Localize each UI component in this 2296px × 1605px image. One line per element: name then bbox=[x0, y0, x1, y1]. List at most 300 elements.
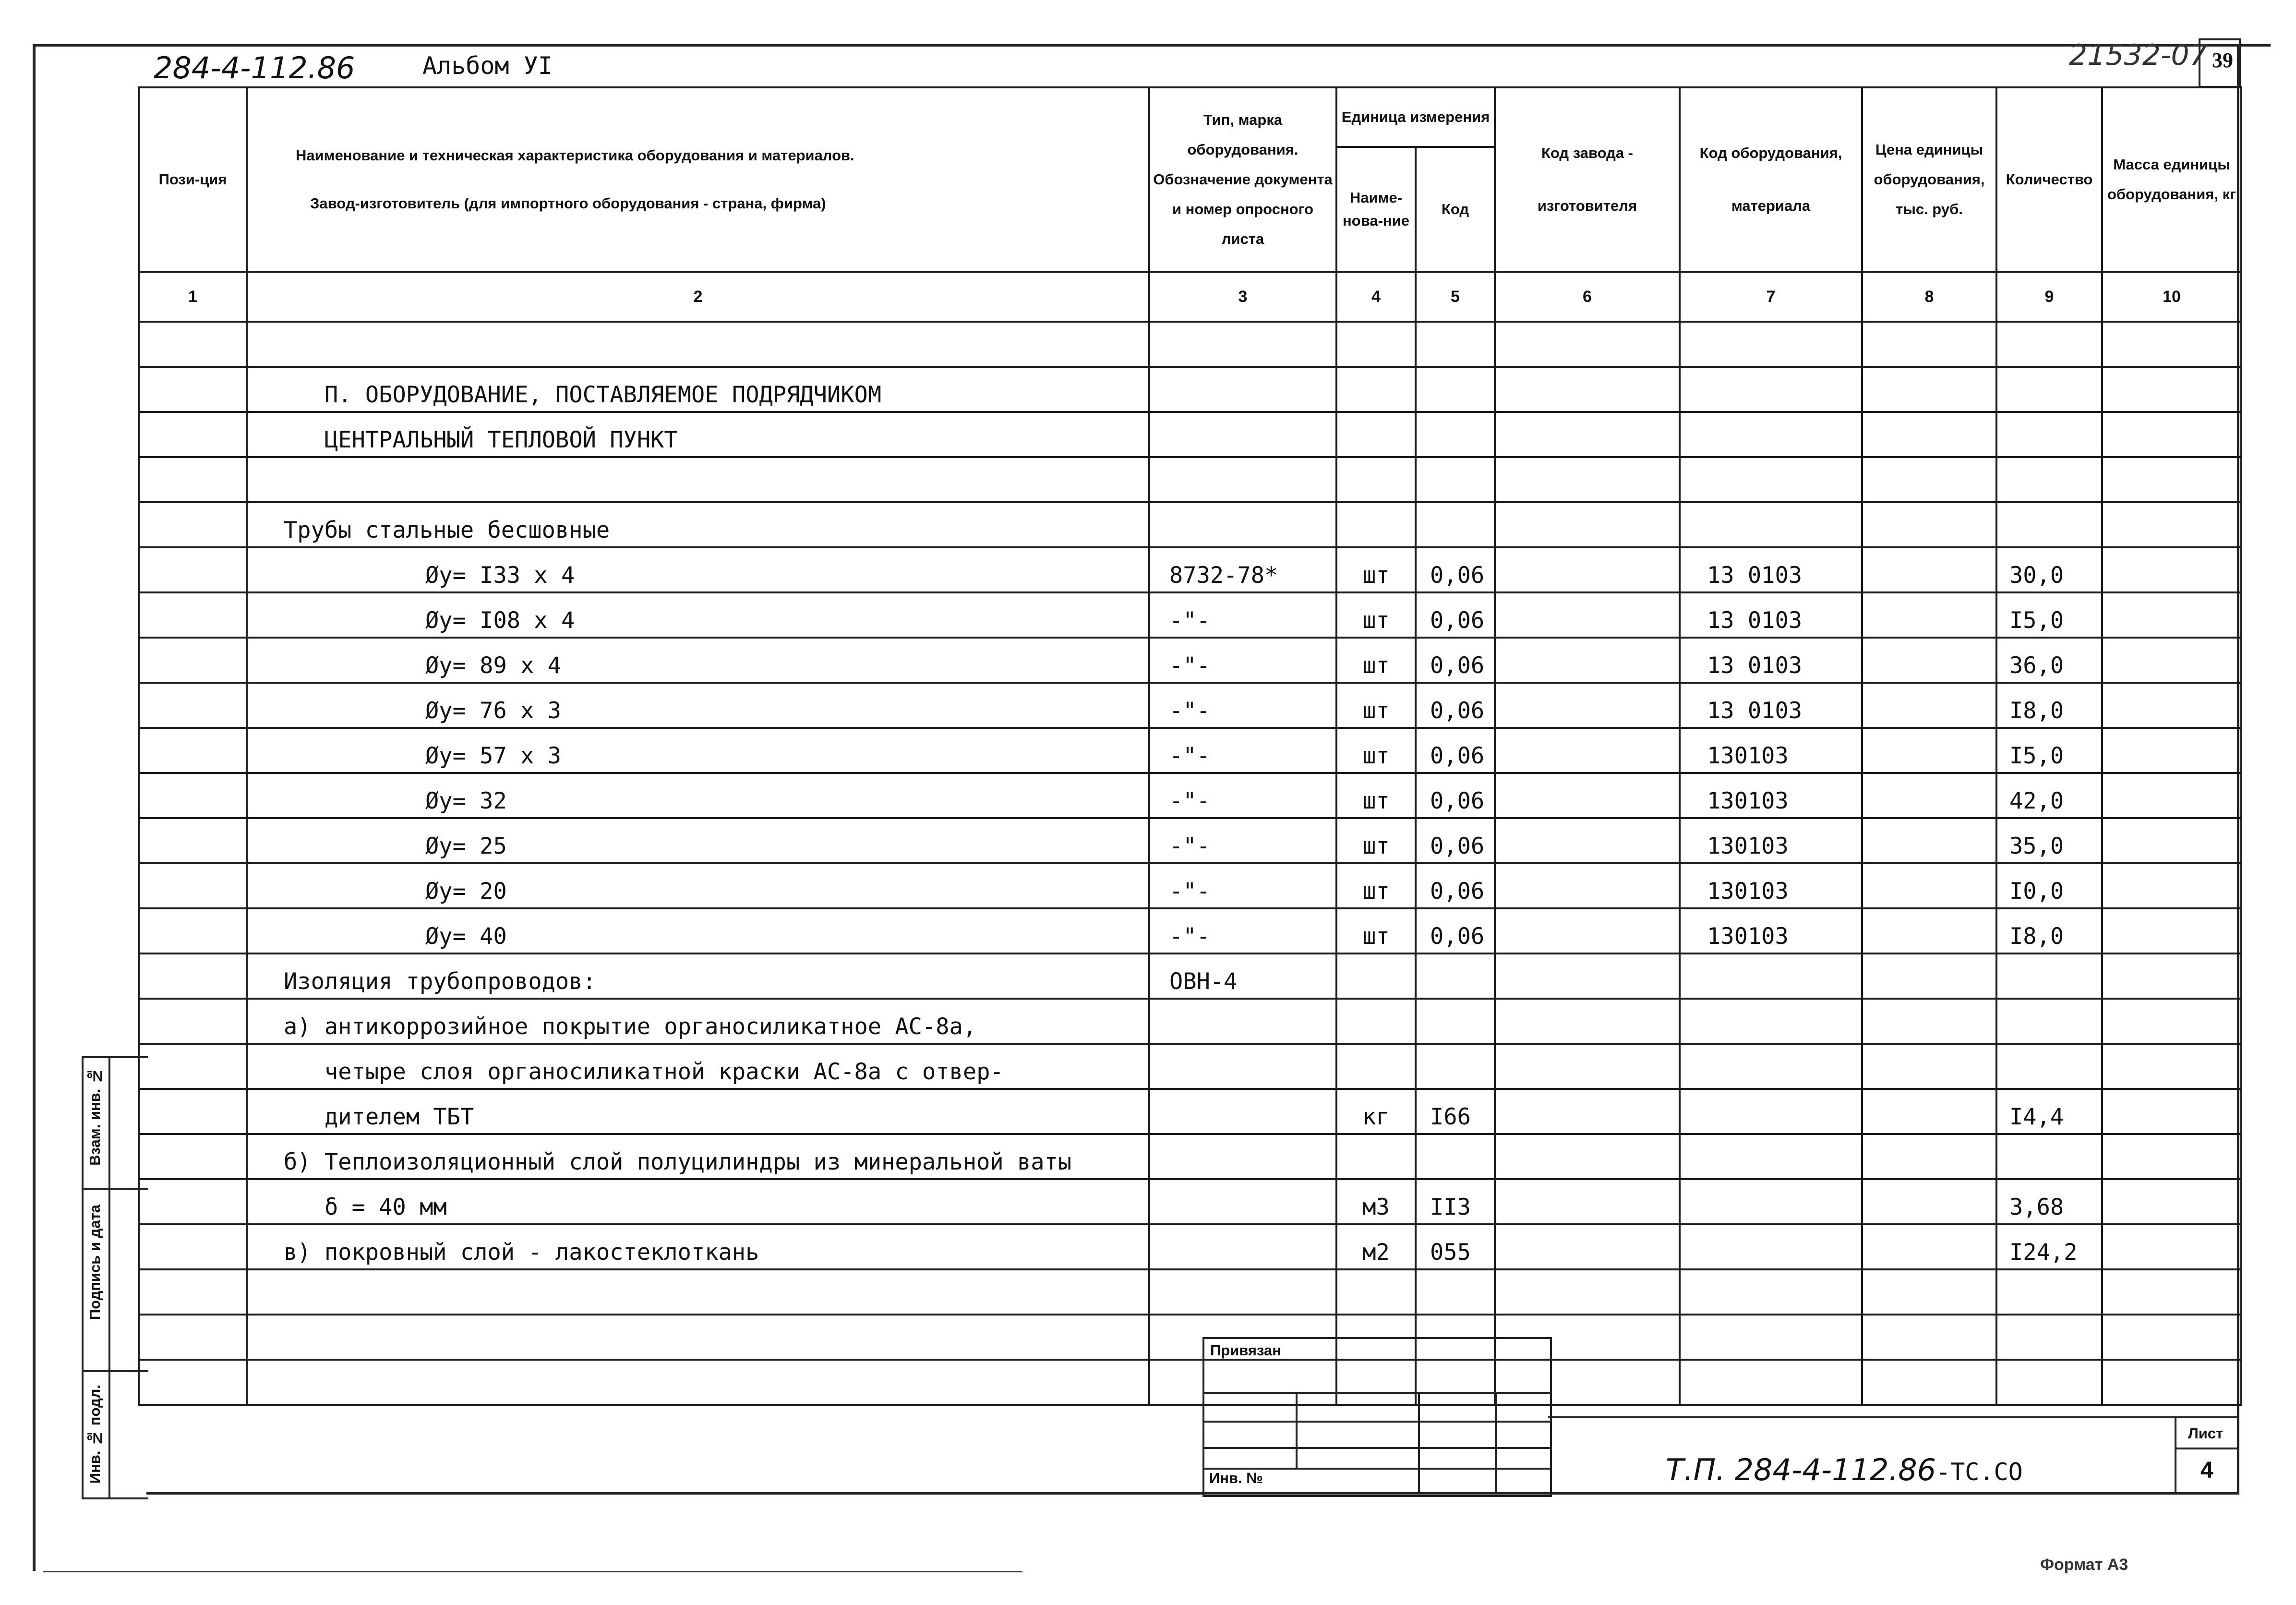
price-cell bbox=[1862, 773, 1996, 818]
stamp-sheet-hline bbox=[2176, 1448, 2239, 1449]
col-header-material-code: Код оборудования, материала bbox=[1680, 87, 1862, 272]
type-cell bbox=[1149, 412, 1336, 457]
stamp-privyazan-label: Привязан bbox=[1210, 1342, 1281, 1359]
name-cell: дителем ТБТ bbox=[247, 1089, 1149, 1134]
mass-cell bbox=[2102, 1360, 2241, 1405]
pos-cell bbox=[139, 773, 247, 818]
unit-code-cell: 0,06 bbox=[1416, 728, 1495, 773]
stamp-grid-hline bbox=[1204, 1421, 1550, 1423]
unit-name-cell bbox=[1336, 953, 1416, 999]
unit-name-cell: шт bbox=[1336, 592, 1416, 638]
unit-code-cell bbox=[1416, 322, 1495, 367]
material-code-cell bbox=[1680, 457, 1862, 502]
material-code-cell: 13 0103 bbox=[1680, 638, 1862, 683]
table-row bbox=[139, 999, 2241, 1044]
unit-code-cell: 0,06 bbox=[1416, 547, 1495, 592]
price-cell bbox=[1862, 1179, 1996, 1224]
col-number: 9 bbox=[1996, 272, 2102, 322]
mass-cell bbox=[2102, 818, 2241, 863]
stamp-doc-code bbox=[1666, 1452, 2023, 1487]
unit-code-cell bbox=[1416, 1134, 1495, 1179]
price-cell bbox=[1862, 457, 1996, 502]
table-row bbox=[139, 728, 2241, 773]
album-label: Альбом УI bbox=[422, 52, 553, 80]
name-cell: П. ОБОРУДОВАНИЕ, ПОСТАВЛЯЕМОЕ ПОДРЯДЧИКОМ bbox=[247, 367, 1149, 412]
factory-code-cell bbox=[1495, 322, 1680, 367]
quantity-cell bbox=[1996, 953, 2102, 999]
pos-cell bbox=[139, 1089, 247, 1134]
col-number: 2 bbox=[247, 272, 1149, 322]
stamp-grid-vline bbox=[1418, 1392, 1420, 1493]
price-cell bbox=[1862, 908, 1996, 953]
table-body bbox=[139, 322, 2241, 1405]
pos-cell bbox=[139, 1134, 247, 1179]
header-row-1 bbox=[139, 87, 2241, 147]
unit-code-cell: 0,06 bbox=[1416, 863, 1495, 908]
side-stamp-divider bbox=[108, 1058, 110, 1497]
material-code-cell: 13 0103 bbox=[1680, 592, 1862, 638]
col-header-quantity: Количество bbox=[1996, 87, 2102, 272]
price-cell bbox=[1862, 1360, 1996, 1405]
col-header-name-line1: Наименование и техническая характеристика оборудования и материалов. bbox=[296, 147, 854, 164]
material-code-cell bbox=[1680, 999, 1862, 1044]
table-row bbox=[139, 908, 2241, 953]
price-cell bbox=[1862, 547, 1996, 592]
unit-name-cell: кг bbox=[1336, 1089, 1416, 1134]
pos-cell bbox=[139, 412, 247, 457]
doc-code-handwritten: 284-4-112.86 bbox=[154, 50, 355, 85]
type-cell bbox=[1149, 502, 1336, 547]
material-code-cell bbox=[1680, 953, 1862, 999]
col-number: 4 bbox=[1336, 272, 1416, 322]
table-row bbox=[139, 547, 2241, 592]
unit-code-cell: I66 bbox=[1416, 1089, 1495, 1134]
type-cell: -"- bbox=[1149, 683, 1336, 728]
type-cell bbox=[1149, 999, 1336, 1044]
col-header-unit-group: Единица измерения bbox=[1336, 87, 1495, 147]
unit-name-cell bbox=[1336, 1269, 1416, 1315]
stamp-doc-code-suffix: -ТС.СО bbox=[1936, 1458, 2023, 1486]
mass-cell bbox=[2102, 322, 2241, 367]
unit-name-cell bbox=[1336, 999, 1416, 1044]
unit-name-cell: шт bbox=[1336, 908, 1416, 953]
unit-code-cell bbox=[1416, 1044, 1495, 1089]
format-label: Формат А3 bbox=[2040, 1556, 2128, 1574]
unit-name-cell: м2 bbox=[1336, 1224, 1416, 1269]
name-cell: Øу= 25 bbox=[247, 818, 1149, 863]
material-code-cell: 13 0103 bbox=[1680, 547, 1862, 592]
price-cell bbox=[1862, 1315, 1996, 1360]
stamp-inv-label: Инв. № bbox=[1209, 1470, 1263, 1486]
material-code-cell bbox=[1680, 412, 1862, 457]
quantity-cell bbox=[1996, 1269, 2102, 1315]
col-number: 1 bbox=[139, 272, 247, 322]
unit-code-cell bbox=[1416, 367, 1495, 412]
pos-cell bbox=[139, 1360, 247, 1405]
quantity-cell: I0,0 bbox=[1996, 863, 2102, 908]
table-row bbox=[139, 1360, 2241, 1405]
type-cell bbox=[1149, 1089, 1336, 1134]
unit-name-cell: шт bbox=[1336, 773, 1416, 818]
mass-cell bbox=[2102, 412, 2241, 457]
material-code-cell bbox=[1680, 1044, 1862, 1089]
table-row bbox=[139, 773, 2241, 818]
stamp-grid-hline bbox=[1204, 1392, 1550, 1394]
unit-name-cell: м3 bbox=[1336, 1179, 1416, 1224]
unit-code-cell bbox=[1416, 457, 1495, 502]
unit-code-cell: 0,06 bbox=[1416, 683, 1495, 728]
quantity-cell bbox=[1996, 412, 2102, 457]
unit-name-cell bbox=[1336, 502, 1416, 547]
name-cell bbox=[247, 1315, 1149, 1360]
mass-cell bbox=[2102, 1315, 2241, 1360]
quantity-cell bbox=[1996, 502, 2102, 547]
mass-cell bbox=[2102, 953, 2241, 999]
unit-name-cell: шт bbox=[1336, 638, 1416, 683]
type-cell: -"- bbox=[1149, 638, 1336, 683]
factory-code-cell bbox=[1495, 1134, 1680, 1179]
table-row bbox=[139, 457, 2241, 502]
name-cell: Øу= 32 bbox=[247, 773, 1149, 818]
unit-name-cell bbox=[1336, 367, 1416, 412]
material-code-cell: 13 0103 bbox=[1680, 683, 1862, 728]
factory-code-cell bbox=[1495, 773, 1680, 818]
mass-cell bbox=[2102, 638, 2241, 683]
material-code-cell bbox=[1680, 322, 1862, 367]
quantity-cell bbox=[1996, 1315, 2102, 1360]
col-header-type: Тип, марка оборудования. Обозначение документа и номер опросного листа bbox=[1149, 87, 1336, 272]
name-cell bbox=[247, 457, 1149, 502]
specification-table bbox=[138, 86, 2242, 1406]
unit-name-cell: шт bbox=[1336, 547, 1416, 592]
mass-cell bbox=[2102, 592, 2241, 638]
material-code-cell bbox=[1680, 1315, 1862, 1360]
quantity-cell: 30,0 bbox=[1996, 547, 2102, 592]
factory-code-cell bbox=[1495, 683, 1680, 728]
name-cell bbox=[247, 322, 1149, 367]
quantity-cell: I5,0 bbox=[1996, 592, 2102, 638]
factory-code-cell bbox=[1495, 638, 1680, 683]
table-row bbox=[139, 367, 2241, 412]
pos-cell bbox=[139, 908, 247, 953]
factory-code-cell bbox=[1495, 457, 1680, 502]
mass-cell bbox=[2102, 1089, 2241, 1134]
frame-bottom-line bbox=[43, 1571, 1022, 1572]
side-stamp-inv-podl: Инв. № подл. bbox=[86, 1385, 103, 1484]
unit-code-cell: II3 bbox=[1416, 1179, 1495, 1224]
type-cell: -"- bbox=[1149, 592, 1336, 638]
factory-code-cell bbox=[1495, 1179, 1680, 1224]
material-code-cell bbox=[1680, 1269, 1862, 1315]
table-row bbox=[139, 953, 2241, 999]
unit-code-cell bbox=[1416, 502, 1495, 547]
factory-code-cell bbox=[1495, 908, 1680, 953]
name-cell: Øу= 20 bbox=[247, 863, 1149, 908]
stamp-bottom-frame-line bbox=[146, 1492, 2239, 1495]
mass-cell bbox=[2102, 457, 2241, 502]
mass-cell bbox=[2102, 773, 2241, 818]
quantity-cell bbox=[1996, 322, 2102, 367]
price-cell bbox=[1862, 818, 1996, 863]
name-cell bbox=[247, 1360, 1149, 1405]
table-row bbox=[139, 1269, 2241, 1315]
factory-code-cell bbox=[1495, 412, 1680, 457]
mass-cell bbox=[2102, 502, 2241, 547]
unit-code-cell bbox=[1416, 999, 1495, 1044]
pos-cell bbox=[139, 953, 247, 999]
type-cell: 8732-78* bbox=[1149, 547, 1336, 592]
col-number: 10 bbox=[2102, 272, 2241, 322]
stamp-grid-vline bbox=[1495, 1392, 1497, 1493]
price-cell bbox=[1862, 999, 1996, 1044]
unit-name-cell bbox=[1336, 1134, 1416, 1179]
side-stamp-vzam: Взам. инв. № bbox=[86, 1068, 103, 1166]
pos-cell bbox=[139, 1179, 247, 1224]
side-stamp-podpis: Подпись и дата bbox=[86, 1205, 103, 1320]
table-row bbox=[139, 1179, 2241, 1224]
col-header-unit-name: Наиме-нова-ние bbox=[1336, 147, 1416, 272]
quantity-cell: I24,2 bbox=[1996, 1224, 2102, 1269]
type-cell: -"- bbox=[1149, 863, 1336, 908]
pos-cell bbox=[139, 367, 247, 412]
unit-name-cell bbox=[1336, 412, 1416, 457]
price-cell bbox=[1862, 412, 1996, 457]
side-stamp-hline bbox=[84, 1370, 148, 1372]
pos-cell bbox=[139, 322, 247, 367]
factory-code-cell bbox=[1495, 818, 1680, 863]
factory-code-cell bbox=[1495, 502, 1680, 547]
price-cell bbox=[1862, 1044, 1996, 1089]
type-cell bbox=[1149, 1044, 1336, 1089]
table-row bbox=[139, 863, 2241, 908]
table-row bbox=[139, 1224, 2241, 1269]
type-cell bbox=[1149, 322, 1336, 367]
price-cell bbox=[1862, 638, 1996, 683]
pos-cell bbox=[139, 502, 247, 547]
quantity-cell bbox=[1996, 457, 2102, 502]
unit-name-cell bbox=[1336, 1044, 1416, 1089]
inventory-number-handwritten: 21532-07 bbox=[2069, 38, 2208, 72]
quantity-cell bbox=[1996, 367, 2102, 412]
table-row bbox=[139, 322, 2241, 367]
name-cell: Трубы стальные бесшовные bbox=[247, 502, 1149, 547]
material-code-cell bbox=[1680, 367, 1862, 412]
col-header-position: Пози-ция bbox=[139, 87, 247, 272]
type-cell: -"- bbox=[1149, 773, 1336, 818]
col-number: 3 bbox=[1149, 272, 1336, 322]
material-code-cell: 130103 bbox=[1680, 773, 1862, 818]
mass-cell bbox=[2102, 1044, 2241, 1089]
mass-cell bbox=[2102, 1269, 2241, 1315]
stamp-privyazan-box bbox=[1202, 1337, 1552, 1497]
sheet-number-top: 39 bbox=[2212, 48, 2233, 72]
col-header-name-line2: Завод-изготовитель (для импортного оборудования - страна, фирма) bbox=[310, 195, 826, 212]
price-cell bbox=[1862, 502, 1996, 547]
type-cell: -"- bbox=[1149, 728, 1336, 773]
col-number: 5 bbox=[1416, 272, 1495, 322]
price-cell bbox=[1862, 1089, 1996, 1134]
table-row bbox=[139, 638, 2241, 683]
unit-name-cell bbox=[1336, 322, 1416, 367]
factory-code-cell bbox=[1495, 1224, 1680, 1269]
factory-code-cell bbox=[1495, 1269, 1680, 1315]
quantity-cell: I8,0 bbox=[1996, 908, 2102, 953]
unit-name-cell: шт bbox=[1336, 818, 1416, 863]
col-header-unit-code: Код bbox=[1416, 147, 1495, 272]
factory-code-cell bbox=[1495, 1044, 1680, 1089]
name-cell: Øу= 40 bbox=[247, 908, 1149, 953]
unit-code-cell: 0,06 bbox=[1416, 638, 1495, 683]
quantity-cell: 36,0 bbox=[1996, 638, 2102, 683]
side-stamp-hline bbox=[84, 1188, 148, 1190]
material-code-cell bbox=[1680, 1224, 1862, 1269]
pos-cell bbox=[139, 818, 247, 863]
pos-cell bbox=[139, 683, 247, 728]
type-cell bbox=[1149, 1179, 1336, 1224]
factory-code-cell bbox=[1495, 863, 1680, 908]
col-number: 7 bbox=[1680, 272, 1862, 322]
col-header-price: Цена единицы оборудования, тыс. руб. bbox=[1862, 87, 1996, 272]
col-header-mass: Масса единицы оборудования, кг bbox=[2102, 87, 2241, 272]
type-cell: -"- bbox=[1149, 908, 1336, 953]
name-cell: в) покровный слой - лакостеклоткань bbox=[247, 1224, 1149, 1269]
quantity-cell bbox=[1996, 1360, 2102, 1405]
quantity-cell: 35,0 bbox=[1996, 818, 2102, 863]
material-code-cell: 130103 bbox=[1680, 728, 1862, 773]
table-row bbox=[139, 412, 2241, 457]
unit-code-cell bbox=[1416, 412, 1495, 457]
quantity-cell bbox=[1996, 999, 2102, 1044]
name-cell: а) антикоррозийное покрытие органосиликатное АС-8а, bbox=[247, 999, 1149, 1044]
col-number: 8 bbox=[1862, 272, 1996, 322]
pos-cell bbox=[139, 1044, 247, 1089]
material-code-cell: 130103 bbox=[1680, 818, 1862, 863]
mass-cell bbox=[2102, 1224, 2241, 1269]
factory-code-cell bbox=[1495, 953, 1680, 999]
unit-code-cell bbox=[1416, 1269, 1495, 1315]
name-cell: Øу= 89 x 4 bbox=[247, 638, 1149, 683]
type-cell: -"- bbox=[1149, 818, 1336, 863]
name-cell: Øу= I33 x 4 bbox=[247, 547, 1149, 592]
mass-cell bbox=[2102, 367, 2241, 412]
column-number-row bbox=[139, 272, 2241, 322]
table-row bbox=[139, 1315, 2241, 1360]
stamp-grid-vline bbox=[1296, 1392, 1298, 1468]
mass-cell bbox=[2102, 1179, 2241, 1224]
price-cell bbox=[1862, 863, 1996, 908]
table-row bbox=[139, 1044, 2241, 1089]
name-cell: Изоляция трубопроводов: bbox=[247, 953, 1149, 999]
table-row bbox=[139, 592, 2241, 638]
mass-cell bbox=[2102, 1134, 2241, 1179]
name-cell: δ = 40 мм bbox=[247, 1179, 1149, 1224]
table-row bbox=[139, 1134, 2241, 1179]
factory-code-cell bbox=[1495, 592, 1680, 638]
type-cell bbox=[1149, 457, 1336, 502]
mass-cell bbox=[2102, 908, 2241, 953]
name-cell: Øу= I08 x 4 bbox=[247, 592, 1149, 638]
price-cell bbox=[1862, 1224, 1996, 1269]
frame-left-line bbox=[33, 44, 36, 1571]
unit-code-cell: 0,06 bbox=[1416, 592, 1495, 638]
pos-cell bbox=[139, 592, 247, 638]
price-cell bbox=[1862, 1269, 1996, 1315]
material-code-cell bbox=[1680, 1360, 1862, 1405]
quantity-cell bbox=[1996, 1044, 2102, 1089]
pos-cell bbox=[139, 863, 247, 908]
pos-cell bbox=[139, 999, 247, 1044]
quantity-cell: I4,4 bbox=[1996, 1089, 2102, 1134]
material-code-cell: 130103 bbox=[1680, 908, 1862, 953]
stamp-doc-code-hand: Т.П. 284-4-112.86 bbox=[1666, 1452, 1936, 1487]
price-cell bbox=[1862, 1134, 1996, 1179]
table-row bbox=[139, 502, 2241, 547]
type-cell bbox=[1149, 367, 1336, 412]
price-cell bbox=[1862, 728, 1996, 773]
material-code-cell bbox=[1680, 1179, 1862, 1224]
col-header-name bbox=[247, 87, 1149, 272]
mass-cell bbox=[2102, 863, 2241, 908]
pos-cell bbox=[139, 1269, 247, 1315]
price-cell bbox=[1862, 683, 1996, 728]
stamp-sheet-box bbox=[2175, 1416, 2239, 1493]
unit-name-cell: шт bbox=[1336, 863, 1416, 908]
name-cell: ЦЕНТРАЛЬНЫЙ ТЕПЛОВОЙ ПУНКТ bbox=[247, 412, 1149, 457]
pos-cell bbox=[139, 1224, 247, 1269]
price-cell bbox=[1862, 953, 1996, 999]
factory-code-cell bbox=[1495, 547, 1680, 592]
pos-cell bbox=[139, 547, 247, 592]
unit-code-cell: 0,06 bbox=[1416, 773, 1495, 818]
material-code-cell: 130103 bbox=[1680, 863, 1862, 908]
table-row bbox=[139, 818, 2241, 863]
mass-cell bbox=[2102, 728, 2241, 773]
price-cell bbox=[1862, 322, 1996, 367]
factory-code-cell bbox=[1495, 1089, 1680, 1134]
unit-code-cell: 0,06 bbox=[1416, 818, 1495, 863]
quantity-cell bbox=[1996, 1134, 2102, 1179]
pos-cell bbox=[139, 457, 247, 502]
unit-code-cell: 0,06 bbox=[1416, 908, 1495, 953]
name-cell bbox=[247, 1269, 1149, 1315]
col-header-factory-code: Код завода - изготовителя bbox=[1495, 87, 1680, 272]
quantity-cell: I5,0 bbox=[1996, 728, 2102, 773]
quantity-cell: 42,0 bbox=[1996, 773, 2102, 818]
pos-cell bbox=[139, 1315, 247, 1360]
type-cell bbox=[1149, 1269, 1336, 1315]
mass-cell bbox=[2102, 999, 2241, 1044]
name-cell: Øу= 76 x 3 bbox=[247, 683, 1149, 728]
material-code-cell bbox=[1680, 1134, 1862, 1179]
table-row bbox=[139, 1089, 2241, 1134]
type-cell bbox=[1149, 1134, 1336, 1179]
mass-cell bbox=[2102, 547, 2241, 592]
material-code-cell bbox=[1680, 502, 1862, 547]
side-stamp bbox=[82, 1056, 148, 1499]
stamp-title-line bbox=[1548, 1416, 2239, 1418]
stamp-sheet-label: Лист bbox=[2188, 1425, 2224, 1442]
material-code-cell bbox=[1680, 1089, 1862, 1134]
name-cell: Øу= 57 x 3 bbox=[247, 728, 1149, 773]
type-cell: ОВН-4 bbox=[1149, 953, 1336, 999]
type-cell bbox=[1149, 1224, 1336, 1269]
price-cell bbox=[1862, 592, 1996, 638]
price-cell bbox=[1862, 367, 1996, 412]
factory-code-cell bbox=[1495, 999, 1680, 1044]
unit-name-cell: шт bbox=[1336, 728, 1416, 773]
pos-cell bbox=[139, 728, 247, 773]
factory-code-cell bbox=[1495, 728, 1680, 773]
